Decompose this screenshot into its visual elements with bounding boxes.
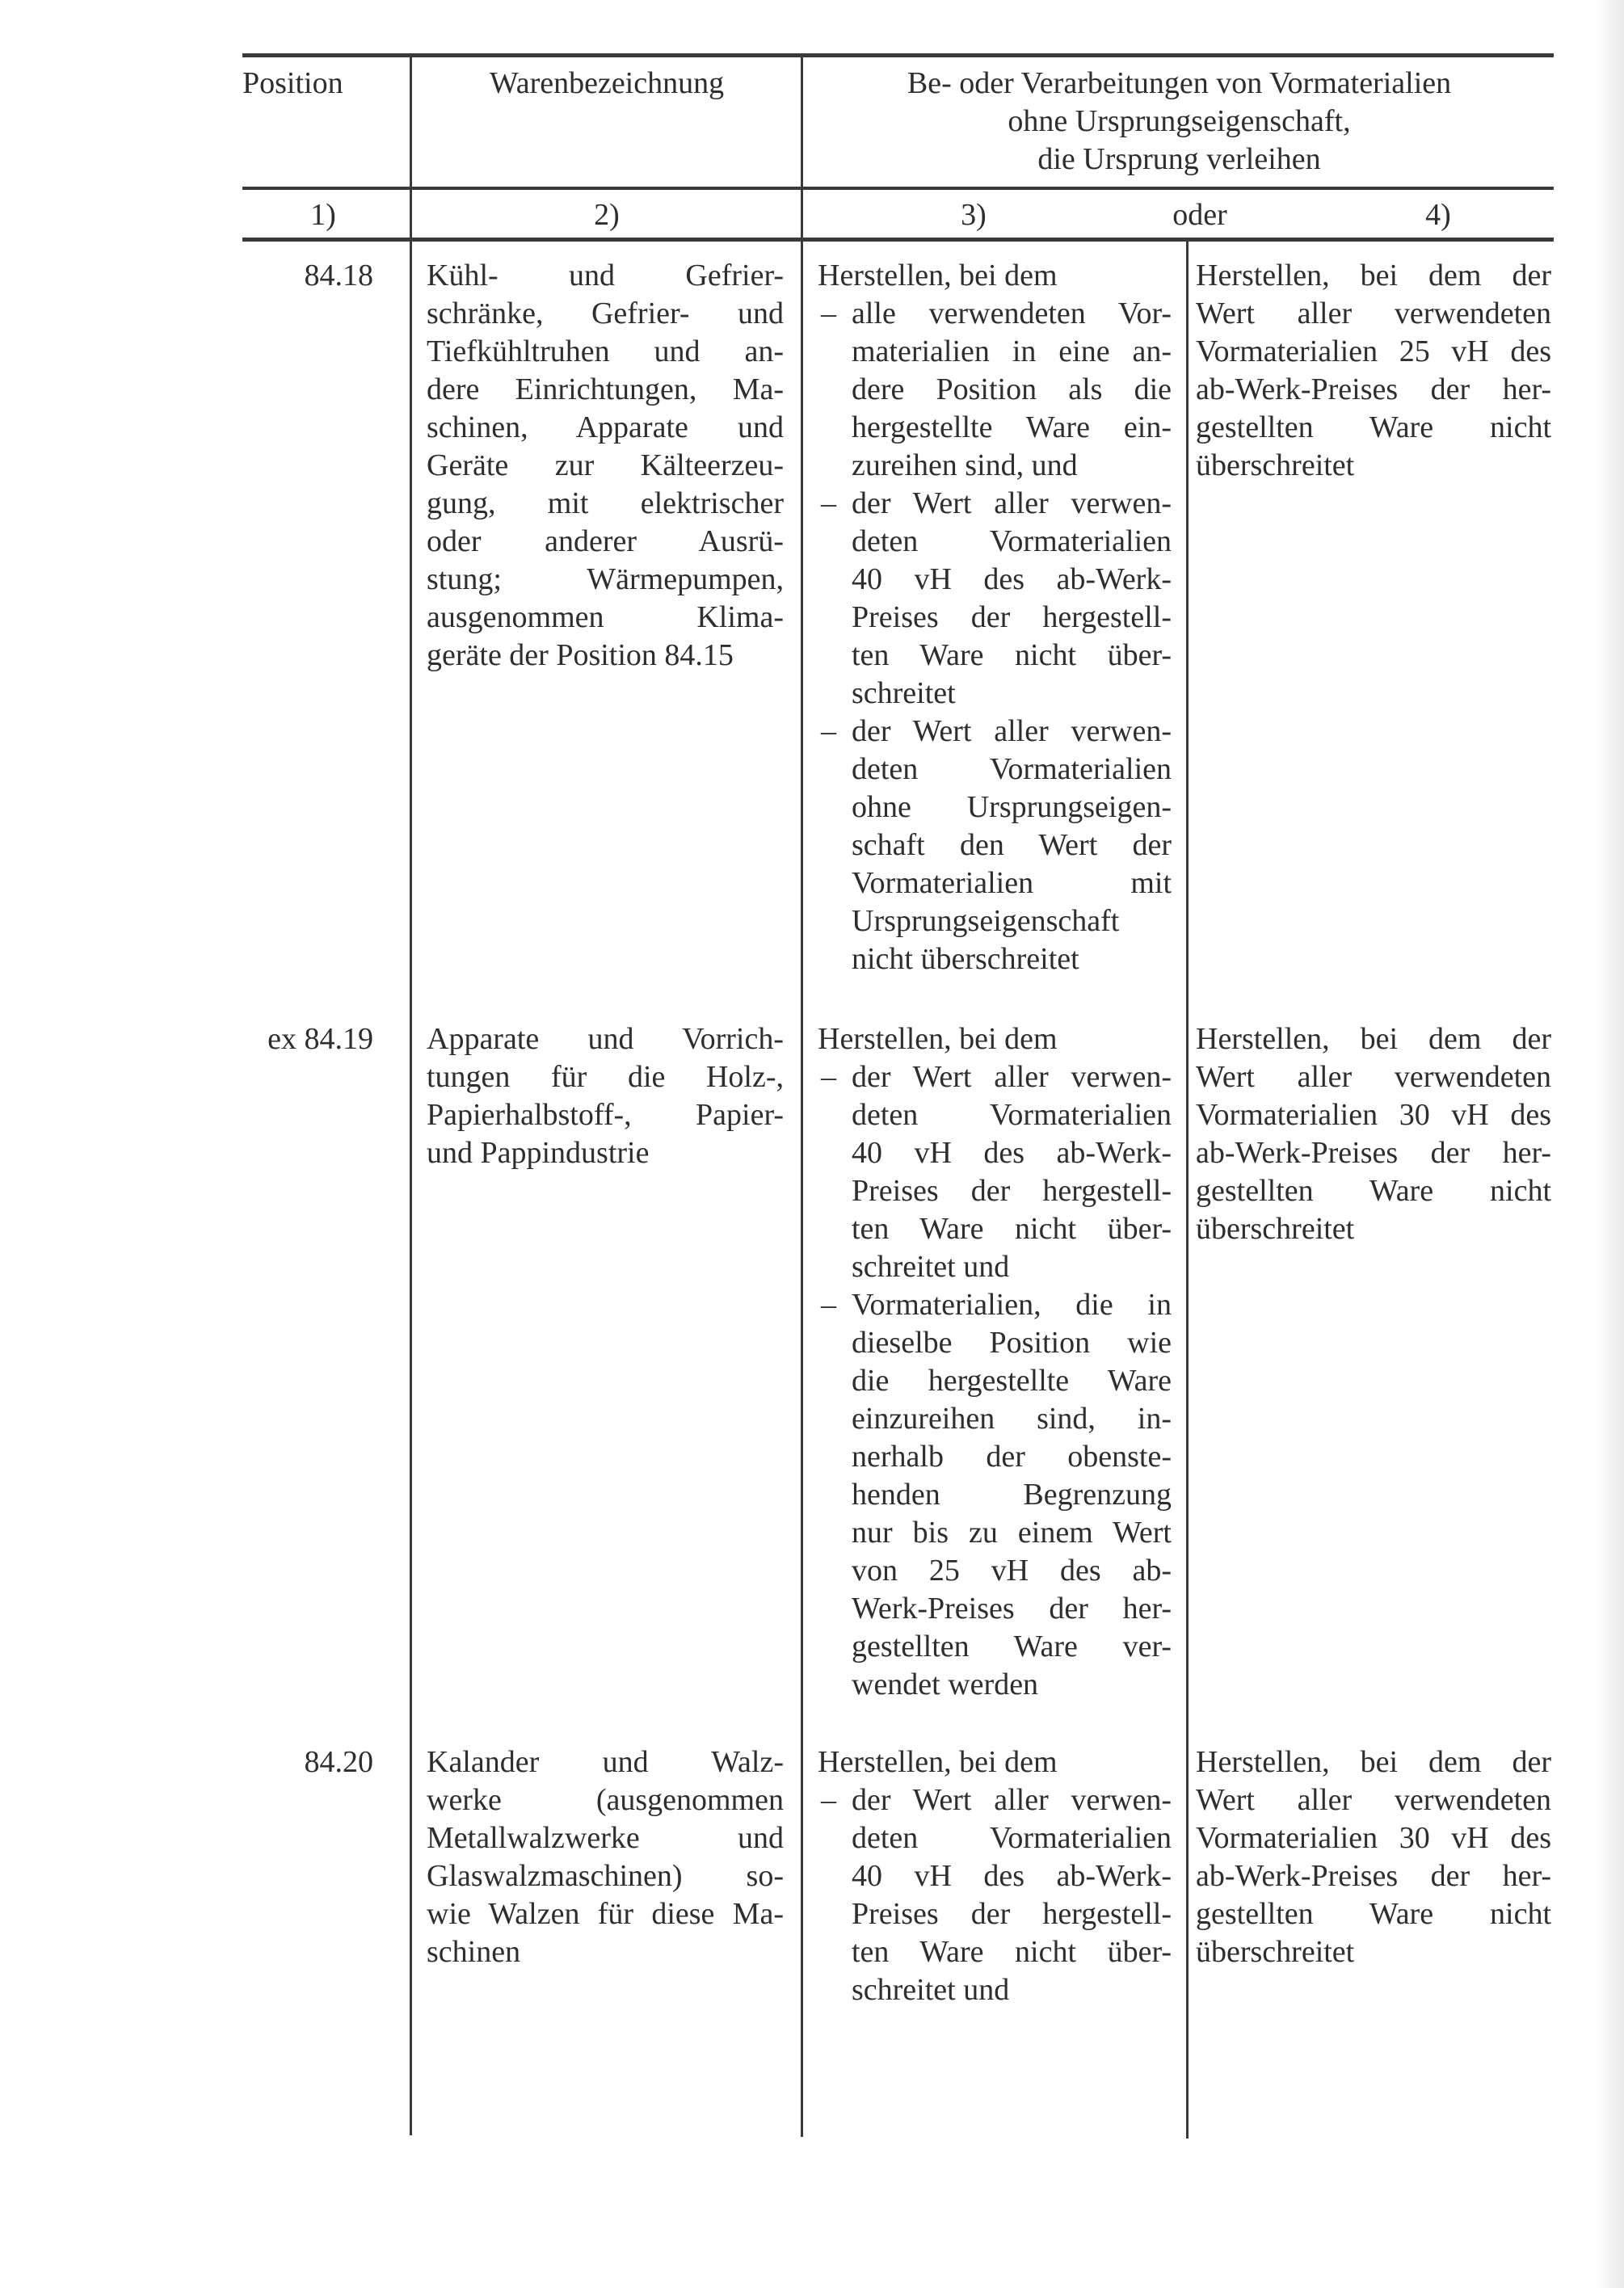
header-processing: [805, 65, 1554, 179]
text-line: Metallwalzwerke und: [427, 1821, 784, 1855]
text-line: deten Vormaterialien: [852, 752, 1172, 786]
text-line: ten Ware nicht über-: [852, 1935, 1172, 1969]
text-line: Tiefkühltruhen und an-: [427, 334, 784, 368]
header-processing-line: Be- oder Verarbeitungen von Vormaterialien: [907, 66, 1452, 100]
dash-bullet: –: [821, 486, 836, 520]
text-line: Vormaterialien 25 vH des: [1196, 334, 1551, 368]
dash-bullet: –: [821, 1783, 836, 1817]
table-top-rule: [242, 53, 1554, 57]
text-line: gestellten Ware nicht: [1196, 1897, 1551, 1931]
text-line: deten Vormaterialien: [852, 1098, 1172, 1132]
text-line: gung, mit elektrischer: [427, 486, 784, 520]
rule-condition: [818, 485, 1172, 713]
text-line: deten Vormaterialien: [852, 524, 1172, 558]
processing-rule-3: [818, 1743, 1172, 2009]
text-line: dere Position als die: [852, 372, 1172, 406]
text-line: und Pappindustrie: [427, 1136, 650, 1170]
text-line: gestellten Ware ver-: [852, 1630, 1172, 1663]
text-line: alle verwendeten Vor-: [852, 297, 1172, 330]
column-number-4: 4): [1425, 198, 1451, 232]
text-line: einzureihen sind, in-: [852, 1402, 1172, 1436]
text-line: Wert aller verwendeten: [1196, 1060, 1551, 1094]
text-line: Preises der hergestell-: [852, 600, 1172, 634]
text-line: überschreitet: [1196, 1212, 1355, 1246]
text-line: ausgenommen Klima-: [427, 600, 784, 634]
dash-bullet: –: [821, 1288, 836, 1322]
text-line: geräte der Position 84.15: [427, 638, 734, 672]
rule-intro: Herstellen, bei dem: [818, 1745, 1058, 1779]
text-line: von 25 vH des ab-: [852, 1554, 1172, 1588]
text-line: werke (ausgenommen: [427, 1783, 784, 1817]
processing-rule-4: [1196, 1743, 1551, 1971]
text-line: henden Begrenzung: [852, 1478, 1172, 1512]
text-line: Kalander und Walz-: [427, 1745, 784, 1779]
text-line: Vormaterialien 30 vH des: [1196, 1098, 1551, 1132]
text-line: ab-Werk-Preises der her-: [1196, 372, 1551, 406]
goods-description: [427, 1743, 784, 1971]
text-line: nur bis zu einem Wert: [852, 1516, 1172, 1550]
goods-description: [427, 1020, 784, 1172]
scan-edge-shadow: [1596, 0, 1624, 2288]
text-line: Preises der hergestell-: [852, 1174, 1172, 1208]
position-code: 84.20: [304, 1745, 373, 1779]
rule-intro: Herstellen, bei dem: [818, 259, 1058, 292]
text-line: schaft den Wert der: [852, 828, 1172, 862]
position-code: ex 84.19: [267, 1022, 373, 1056]
column-divider-3: [1186, 240, 1189, 2139]
text-line: nicht überschreitet: [852, 942, 1079, 976]
header-bottom-rule: [242, 187, 1554, 190]
text-line: nerhalb der obenste-: [852, 1440, 1172, 1474]
text-line: ohne Ursprungseigen-: [852, 790, 1172, 824]
rule-condition: [818, 1058, 1172, 1286]
text-line: hergestellte Ware ein-: [852, 410, 1172, 444]
text-line: materialien in eine an-: [852, 334, 1172, 368]
text-line: deten Vormaterialien: [852, 1821, 1172, 1855]
column-number-3: 3): [961, 198, 987, 232]
header-processing-line: die Ursprung verleihen: [1037, 142, 1321, 176]
text-line: ten Ware nicht über-: [852, 638, 1172, 672]
dash-bullet: –: [821, 297, 836, 330]
column-divider-2: [801, 55, 803, 2137]
text-line: der Wert aller verwen-: [852, 714, 1172, 748]
text-line: wendet werden: [852, 1668, 1039, 1701]
text-line: Geräte zur Kälteerzeu-: [427, 448, 784, 482]
text-line: Vormaterialien, die in: [852, 1288, 1172, 1322]
text-line: gestellten Ware nicht: [1196, 1174, 1551, 1208]
text-line: schreitet: [852, 676, 956, 710]
rule-condition: [818, 1781, 1172, 2009]
text-line: 40 vH des ab-Werk-: [852, 562, 1172, 596]
rule-intro: Herstellen, bei dem: [818, 1022, 1058, 1056]
text-line: Herstellen, bei dem der: [1196, 259, 1551, 292]
header-processing-line: ohne Ursprungseigenschaft,: [1008, 104, 1351, 138]
header-description: Warenbezeichnung: [489, 66, 725, 100]
rule-condition: [818, 295, 1172, 485]
text-line: schinen, Apparate und: [427, 410, 784, 444]
rule-condition: [818, 713, 1172, 978]
text-line: wie Walzen für diese Ma-: [427, 1897, 784, 1931]
text-line: stung; Wärmepumpen,: [427, 562, 784, 596]
text-line: dieselbe Position wie: [852, 1326, 1172, 1360]
text-line: ab-Werk-Preises der her-: [1196, 1136, 1551, 1170]
text-line: Ursprungseigenschaft: [852, 904, 1120, 938]
column-number-or: oder: [1172, 198, 1227, 232]
processing-rule-4: [1196, 1020, 1551, 1248]
processing-rule-4: [1196, 257, 1551, 485]
text-line: der Wert aller verwen-: [852, 1783, 1172, 1817]
text-line: schreitet und: [852, 1973, 1010, 2007]
text-line: Papierhalbstoff-, Papier-: [427, 1098, 784, 1132]
text-line: ab-Werk-Preises der her-: [1196, 1859, 1551, 1893]
text-line: der Wert aller verwen-: [852, 1060, 1172, 1094]
text-line: tungen für die Holz-,: [427, 1060, 784, 1094]
text-line: schränke, Gefrier- und: [427, 297, 784, 330]
text-line: überschreitet: [1196, 448, 1355, 482]
text-line: Apparate und Vorrich-: [427, 1022, 784, 1056]
column-divider-1: [410, 55, 412, 2135]
text-line: Preises der hergestell-: [852, 1897, 1172, 1931]
text-line: dere Einrichtungen, Ma-: [427, 372, 784, 406]
text-line: die hergestellte Ware: [852, 1364, 1172, 1398]
column-number-1: 1): [310, 198, 336, 232]
text-line: Herstellen, bei dem der: [1196, 1745, 1551, 1779]
column-number-2: 2): [594, 198, 620, 232]
dash-bullet: –: [821, 1060, 836, 1094]
text-line: Glaswalzmaschinen) so-: [427, 1859, 784, 1893]
text-line: Herstellen, bei dem der: [1196, 1022, 1551, 1056]
text-line: Wert aller verwendeten: [1196, 297, 1551, 330]
text-line: überschreitet: [1196, 1935, 1355, 1969]
text-line: schinen: [427, 1935, 521, 1969]
text-line: zureihen sind, und: [852, 448, 1078, 482]
dash-bullet: –: [821, 714, 836, 748]
text-line: 40 vH des ab-Werk-: [852, 1136, 1172, 1170]
column-number-rule: [242, 238, 1554, 242]
text-line: schreitet und: [852, 1250, 1010, 1284]
text-line: oder anderer Ausrü-: [427, 524, 784, 558]
text-line: Vormaterialien mit: [852, 866, 1172, 900]
text-line: Werk-Preises der her-: [852, 1592, 1172, 1626]
text-line: Vormaterialien 30 vH des: [1196, 1821, 1551, 1855]
position-code: 84.18: [304, 259, 373, 292]
text-line: Wert aller verwendeten: [1196, 1783, 1551, 1817]
goods-description: [427, 257, 784, 675]
text-line: Kühl- und Gefrier-: [427, 259, 784, 292]
text-line: der Wert aller verwen-: [852, 486, 1172, 520]
header-position: Position: [242, 66, 343, 100]
text-line: 40 vH des ab-Werk-: [852, 1859, 1172, 1893]
processing-rule-3: [818, 257, 1172, 978]
text-line: gestellten Ware nicht: [1196, 410, 1551, 444]
rule-condition: [818, 1286, 1172, 1704]
text-line: ten Ware nicht über-: [852, 1212, 1172, 1246]
processing-rule-3: [818, 1020, 1172, 1704]
